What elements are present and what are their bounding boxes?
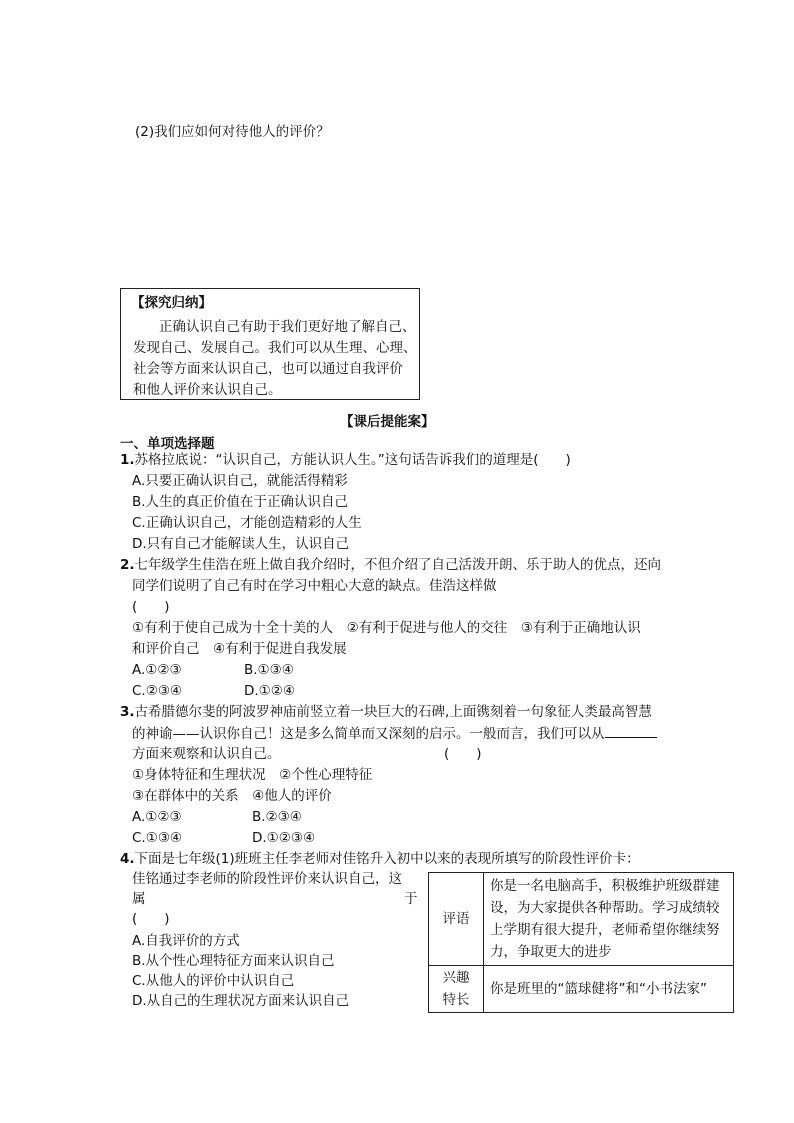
question-text: 苏格拉底说：“认识自己，方能认识人生。”这句话告诉我们的道理是( ) xyxy=(134,452,571,468)
question-number: 2. xyxy=(120,557,135,573)
question-text: 佳铭通过李老师的阶段性评价来认识自己，这 xyxy=(132,871,402,887)
fill-blank xyxy=(605,723,657,738)
table-cell-head xyxy=(429,966,484,1013)
question-text: 方面来观察和认识自己。 xyxy=(132,746,281,762)
option: D.从自己的生理状况方面来认识自己 xyxy=(132,993,350,1009)
summary-title: 【探究归纳】 xyxy=(131,295,212,311)
option: D.①②③④ xyxy=(252,830,316,846)
option: B.①③④ xyxy=(244,662,294,678)
option: C.①③④ xyxy=(132,830,183,846)
option: B.人生的真正价值在于正确认识自己 xyxy=(132,494,349,510)
question-number: 4. xyxy=(120,851,135,867)
table-cell: 你是班里的“篮球健将”和“小书法家” xyxy=(484,966,734,1013)
section-title: 【课后提能案】 xyxy=(340,414,435,430)
summary-line: 发现自己、发展自己。我们可以从生理、心理、 xyxy=(133,340,417,356)
question-number: 1. xyxy=(120,452,135,468)
question-text: 七年级学生佳浩在班上做自我介绍时，不但介绍了自己活泼开朗、乐于助人的优点，还向 xyxy=(134,557,662,573)
question-prompt: (2)我们应如何对待他人的评价？ xyxy=(135,124,330,140)
summary-line: 正确认识自己有助于我们更好地了解自己、 xyxy=(159,319,416,335)
q1-stem xyxy=(120,450,571,470)
answer-bracket: ( ) xyxy=(444,746,482,762)
question-text: 于 xyxy=(404,891,418,907)
head-line: 特长 xyxy=(442,992,470,1008)
option: A.①②③ xyxy=(132,809,182,825)
question-text-line xyxy=(132,723,657,744)
table-cell-head: 评语 xyxy=(429,873,484,966)
q2-stem xyxy=(120,555,661,575)
option: A.①②③ xyxy=(132,662,182,678)
table-row xyxy=(429,966,734,1013)
statement-line: 和评价自己 ④有利于促进自我发展 xyxy=(132,641,347,657)
summary-line: 社会等方面来认识自己，也可以通过自我评价 xyxy=(133,361,403,377)
option: B.②③④ xyxy=(252,809,302,825)
option: A.只要正确认识自己，就能活得精彩 xyxy=(132,473,348,489)
summary-line: 和他人评价来认识自己。 xyxy=(133,382,282,398)
summary-box xyxy=(120,288,420,400)
option: D.只有自己才能解读人生，认识自己 xyxy=(132,536,350,552)
question-text: 同学们说明了自己有时在学习中粗心大意的缺点。佳浩这样做 xyxy=(132,578,497,594)
question-text: 的神谕——认识你自己！这是多么简单而又深刻的启示。一般而言，我们可以从 xyxy=(132,726,605,742)
statement-line: ①身体特征和生理状况 ②个性心理特征 xyxy=(132,767,373,783)
option: B.从个性心理特征方面来认识自己 xyxy=(132,953,335,969)
question-text: 属 xyxy=(132,891,146,907)
table-cell: 你是一名电脑高手，积极维护班级群建设，为大家提供各种帮助。学习成绩较上学期有很大提升，老师希望你继续努力，争取更大的进步 xyxy=(484,873,734,966)
head-line: 兴趣 xyxy=(442,970,470,986)
part-title: 一、单项选择题 xyxy=(120,436,215,452)
table-row xyxy=(429,873,734,966)
option: D.①②④ xyxy=(244,683,295,699)
option: C.从他人的评价中认识自己 xyxy=(132,973,295,989)
answer-bracket: ( ) xyxy=(132,599,170,615)
q4-stem xyxy=(120,849,640,869)
option: C.正确认识自己，才能创造精彩的人生 xyxy=(132,515,362,531)
question-text: 下面是七年级(1)班班主任李老师对佳铭升入初中以来的表现所填写的阶段性评价卡： xyxy=(134,851,640,867)
statement-line: ③在群体中的关系 ④他人的评价 xyxy=(132,788,332,804)
evaluation-card xyxy=(428,872,734,1013)
question-text: 古希腊德尔斐的阿波罗神庙前竖立着一块巨大的石碑,上面镌刻着一句象征人类最高智慧 xyxy=(134,704,652,720)
q3-stem xyxy=(120,702,652,722)
statement-line: ①有利于使自己成为十全十美的人 ②有利于促进与他人的交往 ③有利于正确地认识 xyxy=(132,620,641,636)
option: A.自我评价的方式 xyxy=(132,933,240,949)
answer-bracket: ( ) xyxy=(132,911,170,927)
question-number: 3. xyxy=(120,704,135,720)
option: C.②③④ xyxy=(132,683,183,699)
